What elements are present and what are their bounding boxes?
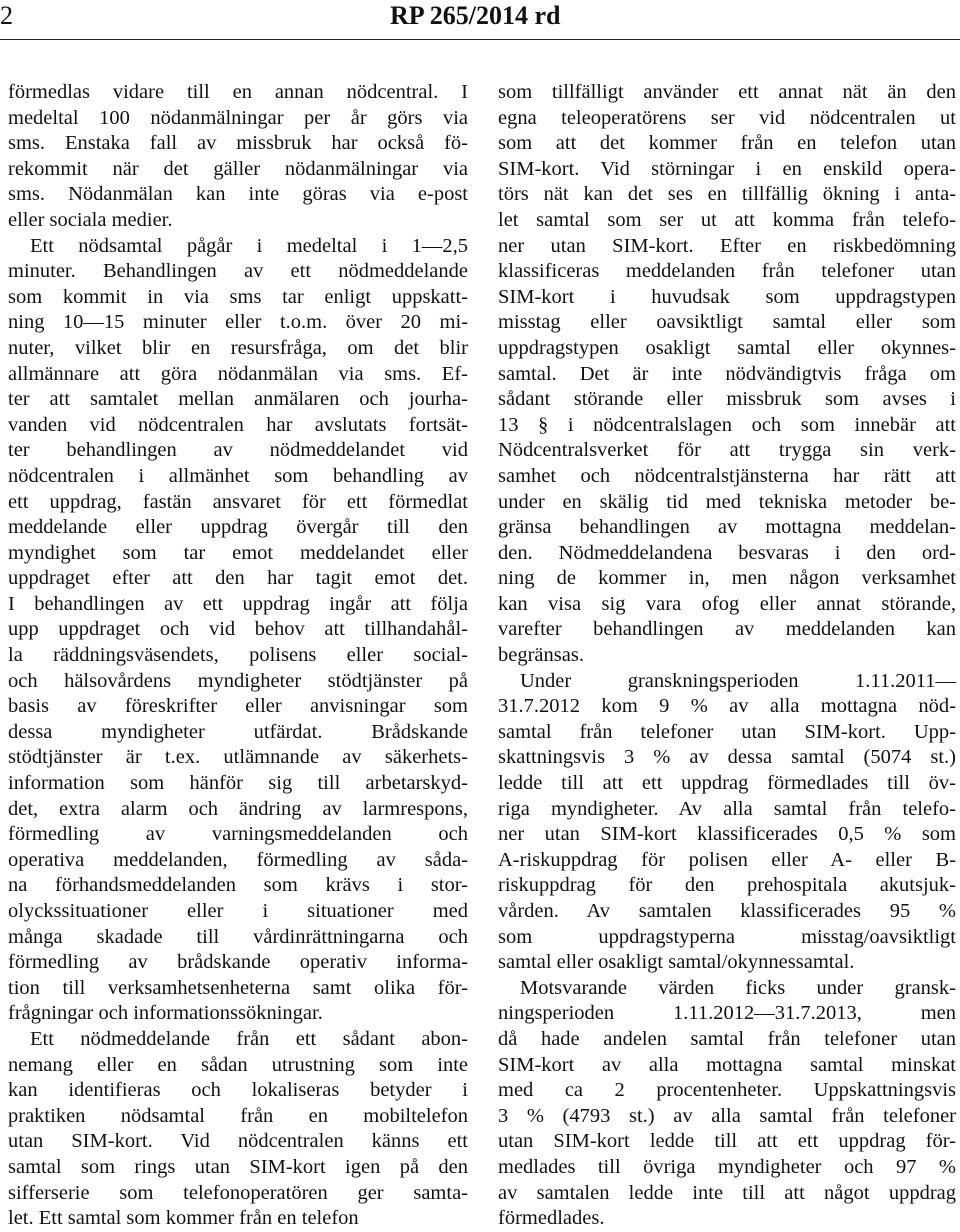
text-line: utan SIM-kort ledde till att ett uppdrag för- [498, 1130, 956, 1153]
text-line: ter behandlingen av nödmeddelandet vid [8, 439, 468, 462]
text-line: la räddningsväsendets, polisens eller social- [8, 644, 468, 667]
text-line: uppdraget efter att den har tagit emot det. [8, 567, 468, 590]
text-line: det, extra alarm och ändring av larmrespons, [8, 797, 468, 820]
text-line: av samtalen ledde inte till att något uppdrag [498, 1181, 956, 1204]
header-rule [0, 39, 960, 40]
text-line: förmedling av brådskande operativ informa- [8, 951, 468, 974]
text-line: begränsas. [498, 644, 584, 667]
left-text-column [8, 80, 468, 1232]
text-line: riga myndigheter. Av alla samtal från telefo- [498, 797, 956, 820]
text-line: gränsa behandlingen av mottagna meddelan- [498, 516, 956, 539]
text-line: na förhandsmeddelanden som krävs i stor- [8, 874, 468, 897]
text-line: olyckssituationer eller i situationer med [8, 900, 468, 922]
text-line: och hälsovårdens myndigheter stödtjänster på [8, 669, 468, 692]
text-line: Motsvarande värden ficks under gransk- [520, 976, 956, 999]
text-line: ett uppdrag, fastän ansvaret för ett förmedlat [8, 490, 468, 513]
text-line: samtal eller osakligt samtal/okynnessamtal. [498, 951, 855, 974]
text-line: upp uppdraget och vid behov att tillhandahål- [8, 618, 468, 641]
text-line: Ett nödsamtal pågår i medeltal i 1—2,5 [30, 234, 468, 257]
text-line: kan visa sig vara ofog eller annat störande, [498, 592, 956, 615]
text-line: den. Nödmeddelandena besvaras i den ord- [498, 541, 956, 564]
text-line: uppdragstypen osakligt samtal eller okynnes- [498, 336, 956, 359]
text-line: I behandlingen av ett uppdrag ingår att följa [8, 592, 468, 615]
text-line: frågningar och informationssökningar. [8, 1002, 323, 1025]
text-line: riskuppdrag för den prehospitala akutsjuk- [498, 874, 956, 897]
text-line: A-riskuppdrag för polisen eller A- eller B- [498, 848, 956, 871]
text-line: tion till verksamhetsenheterna samt olika för- [8, 976, 468, 999]
text-line: förmedlas vidare till en annan nödcentral. I [8, 81, 468, 103]
text-line: let samtal som ser ut att komma från telefo- [498, 208, 956, 231]
text-line: myndighet som tar emot meddelandet eller [8, 541, 468, 564]
text-line: dessa myndigheter utfärdat. Brådskande [8, 720, 468, 743]
text-line: utan SIM-kort. Vid nödcentralen känns ett [8, 1130, 468, 1153]
text-line: nemang eller en sådan utrustning som inte [8, 1053, 468, 1076]
text-line: sifferserie som telefonoperatören ger samta- [8, 1181, 468, 1204]
text-line: 31.7.2012 kom 9 % av alla mottagna nöd- [498, 695, 956, 718]
text-line: under en skälig tid med tekniska metoder be- [498, 490, 956, 513]
text-line: förmedlades. [498, 1207, 605, 1230]
text-line: skattningsvis 3 % av dessa samtal (5074 st.) [498, 746, 956, 769]
text-line: Ett nödmeddelande från ett sådant abon- [30, 1027, 468, 1050]
text-line: med ca 2 procentenheter. Uppskattningsvis [498, 1079, 956, 1102]
text-line: nuter, vilket blir en resursfråga, om det blir [8, 336, 468, 359]
text-line: ning 10—15 minuter eller t.o.m. över 20 mi- [8, 311, 468, 334]
text-line: SIM-kort i huvudsak som uppdragstypen [498, 285, 956, 308]
text-line: allmännare att göra nödanmälan via sms. Ef- [8, 362, 468, 385]
text-line: ning de kommer in, men någon verksamhet [498, 567, 956, 590]
page-number: 2 [0, 1, 13, 30]
text-line: varefter behandlingen av meddelanden kan [498, 618, 956, 641]
text-line: nödcentralen i allmänhet som behandling av [8, 464, 468, 487]
text-line: medeltal 100 nödanmälningar per år görs via [8, 106, 468, 129]
text-line: vården. Av samtalen klassificerades 95 % [498, 900, 956, 922]
text-line: misstag eller oavsiktligt samtal eller som [498, 311, 956, 334]
text-line: eller sociala medier. [8, 208, 173, 231]
text-line: SIM-kort av alla mottagna samtal minskat [498, 1053, 956, 1076]
text-line: egna teleoperatörens ser vid nödcentralen ut [498, 106, 956, 129]
text-line: samtal från telefoner utan SIM-kort. Upp- [498, 720, 956, 743]
document-identifier: RP 265/2014 rd [390, 1, 561, 30]
text-line: SIM-kort. Vid störningar i en enskild opera- [498, 157, 956, 180]
right-text-column [498, 80, 956, 1232]
text-line: sms. Nödanmälan kan inte göras via e-post [8, 183, 468, 206]
text-line: ner utan SIM-kort klassificerades 0,5 % som [498, 823, 956, 846]
text-line: samtal som rings utan SIM-kort igen på den [8, 1155, 468, 1178]
text-line: ter att samtalet mellan anmälaren och jourha- [8, 388, 468, 411]
text-line: let. Ett samtal som kommer från en telefon [8, 1207, 359, 1230]
text-line: ledde till att ett uppdrag förmedlades till öv- [498, 772, 956, 795]
text-line: operativa meddelanden, förmedling av såda- [8, 848, 468, 871]
text-line: Under granskningsperioden 1.11.2011— [520, 669, 956, 692]
text-line: törs nät kan det ses en tillfällig ökning i anta- [498, 183, 956, 206]
text-line: rekommit när det gäller nödanmälningar via [8, 157, 468, 180]
text-line: 3 % (4793 st.) av alla samtal från telefoner [498, 1104, 956, 1127]
text-line: som tillfälligt använder ett annat nät än den [498, 81, 956, 103]
text-line: Nödcentralsverket för att trygga sin verk- [498, 439, 956, 462]
text-line: basis av föreskrifter eller anvisningar som [8, 695, 468, 718]
text-line: vanden vid nödcentralen har avslutats fortsät- [8, 413, 468, 436]
text-line: praktiken nödsamtal från en mobiltelefon [8, 1104, 468, 1127]
text-line: många skadade till vårdinrättningarna och [8, 925, 468, 948]
text-line: ningsperioden 1.11.2012—31.7.2013, men [498, 1002, 956, 1025]
text-line: som att det kommer från en telefon utan [498, 132, 956, 155]
text-line: samhet och nödcentralstjänsterna har rätt att [498, 464, 956, 487]
text-line: minuter. Behandlingen av ett nödmeddelande [8, 260, 468, 283]
text-line: förmedling av varningsmeddelanden och [8, 823, 468, 846]
text-line: medlades till övriga myndigheter och 97 % [498, 1155, 956, 1178]
text-line: 13 § i nödcentralslagen och som innebär att [498, 413, 956, 436]
text-line: klassificeras meddelanden från telefoner utan [498, 260, 956, 283]
text-line: samtal. Det är inte nödvändigtvis fråga om [498, 362, 956, 385]
text-line: som uppdragstyperna misstag/oavsiktligt [498, 925, 956, 948]
text-line: då hade andelen samtal från telefoner utan [498, 1027, 956, 1050]
page-header [0, 0, 960, 40]
text-line: information som hänför sig till arbetarskyd- [8, 772, 468, 795]
text-line: kan identifieras och lokaliseras betyder i [8, 1079, 468, 1102]
text-line: som kommit in via sms tar enligt uppskatt- [8, 285, 468, 308]
text-line: sådant störande eller missbruk som avses i [498, 388, 956, 411]
text-line: ner utan SIM-kort. Efter en riskbedömning [498, 234, 956, 257]
text-line: sms. Enstaka fall av missbruk har också fö- [8, 132, 468, 155]
text-line: meddelande eller uppdrag övergår till den [8, 516, 468, 539]
text-line: stödtjänster är t.ex. utlämnande av säkerhets- [8, 746, 468, 769]
